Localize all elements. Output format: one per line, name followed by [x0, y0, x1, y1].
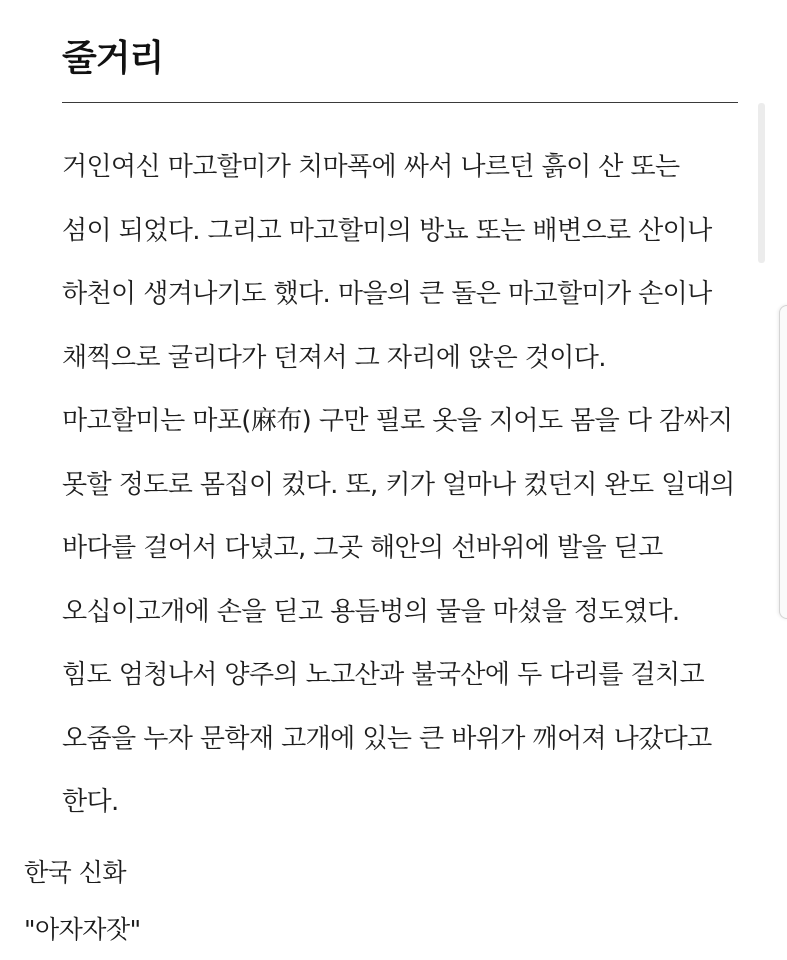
article-body: [62, 138, 752, 837]
body-line: 마고할미는 마포(麻布) 구만 필로 옷을 지어도 몸을 다 감싸지: [62, 406, 733, 436]
body-line: 거인여신 마고할미가 치마폭에 싸서 나르던 흙이 산 또는: [62, 152, 680, 182]
body-line: 섬이 되었다. 그리고 마고할미의 방뇨 또는 배변으로 산이나: [62, 215, 712, 246]
body-line: 채찍으로 굴리다가 던져서 그 자리에 앉은 것이다.: [62, 342, 606, 373]
body-line: 오줌을 누자 문학재 고개에 있는 큰 바위가 깨어져 나갔다고: [62, 723, 712, 754]
caption-comment: "아자자잣": [24, 915, 141, 944]
body-line: 바다를 걸어서 다녔고, 그곳 해안의 선바위에 발을 딛고: [62, 533, 663, 563]
content-scrollbar[interactable]: [758, 103, 765, 263]
caption-category: 한국 신화: [24, 858, 127, 887]
title-divider: [62, 102, 738, 103]
body-line: 하천이 생겨나기도 했다. 마을의 큰 돌은 마고할미가 손이나: [62, 279, 712, 309]
body-line: 힘도 엄청나서 양주의 노고산과 불국산에 두 다리를 걸치고: [62, 660, 705, 690]
body-line: 못할 정도로 몸집이 컸다. 또, 키가 얼마나 컸던지 완도 일대의: [62, 469, 735, 500]
body-line: 한다.: [62, 787, 119, 817]
body-line: 오십이고개에 손을 딛고 용듬벙의 물을 마셨을 정도였다.: [62, 596, 680, 627]
article-title: 줄거리: [62, 38, 164, 79]
edge-scroll-handle[interactable]: [779, 305, 787, 619]
